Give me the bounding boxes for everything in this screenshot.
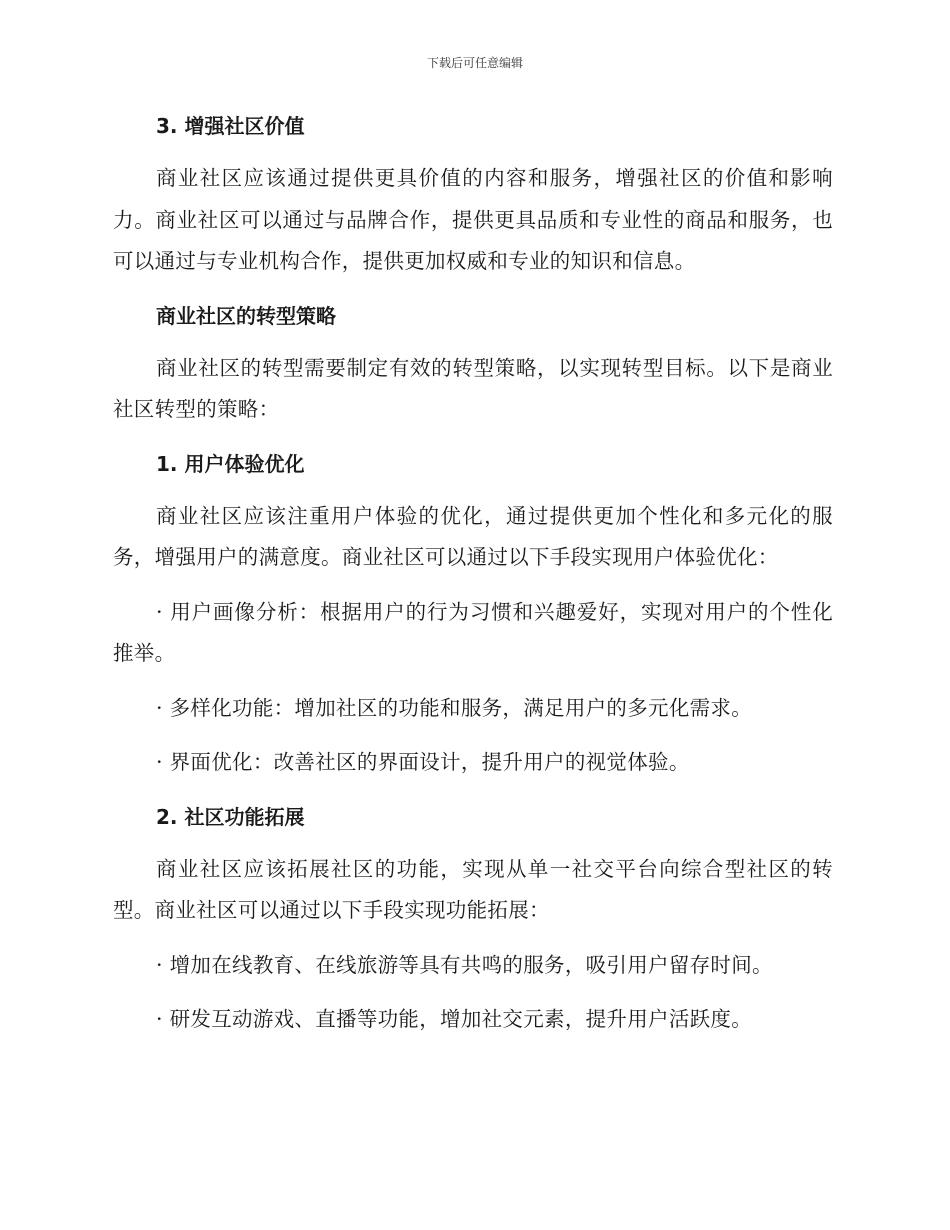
paragraph-transformation-strategy: 商业社区的转型需要制定有效的转型策略，以实现转型目标。以下是商业社区转型的策略：	[113, 355, 833, 421]
bullet-diverse-functions: · 多样化功能：增加社区的功能和服务，满足用户的多元化需求。	[156, 695, 753, 720]
section-heading-transformation-strategy: 商业社区的转型策略	[156, 303, 336, 328]
paragraph-function-expansion: 商业社区应该拓展社区的功能，实现从单一社交平台向综合型社区的转型。商业社区可以通过以下手段实现功能拓展：	[113, 856, 833, 922]
section-heading-user-experience: 1. 用户体验优化	[156, 451, 305, 476]
bullet-interactive-features: · 研发互动游戏、直播等功能，增加社交元素，提升用户活跃度。	[156, 1007, 753, 1031]
page-header: 下载后可任意编辑	[426, 56, 523, 70]
section-heading-function-expansion: 2. 社区功能拓展	[156, 804, 305, 829]
bullet-online-services: · 增加在线教育、在线旅游等具有共鸣的服务，吸引用户留存时间。	[156, 952, 773, 977]
document-body	[113, 106, 833, 1054]
bullet-interface-optimization: · 界面优化：改善社区的界面设计，提升用户的视觉体验。	[156, 750, 690, 774]
paragraph-user-experience: 商业社区应该注重用户体验的优化，通过提供更加个性化和多元化的服务，增强用户的满意度。商业社区可以通过以下手段实现用户体验优化：	[113, 503, 833, 569]
section-heading-enhance-value: 3. 增强社区价值	[156, 114, 305, 138]
paragraph-enhance-value: 商业社区应该通过提供更具价值的内容和服务，增强社区的价值和影响力。商业社区可以通过与品牌合作，提供更具品质和专业性的商品和服务，也可以通过与专业机构合作，提供更加权威和专业的知识和信息。	[113, 166, 833, 273]
bullet-user-profile: · 用户画像分析：根据用户的行为习惯和兴趣爱好，实现对用户的个性化推举。	[113, 599, 833, 665]
